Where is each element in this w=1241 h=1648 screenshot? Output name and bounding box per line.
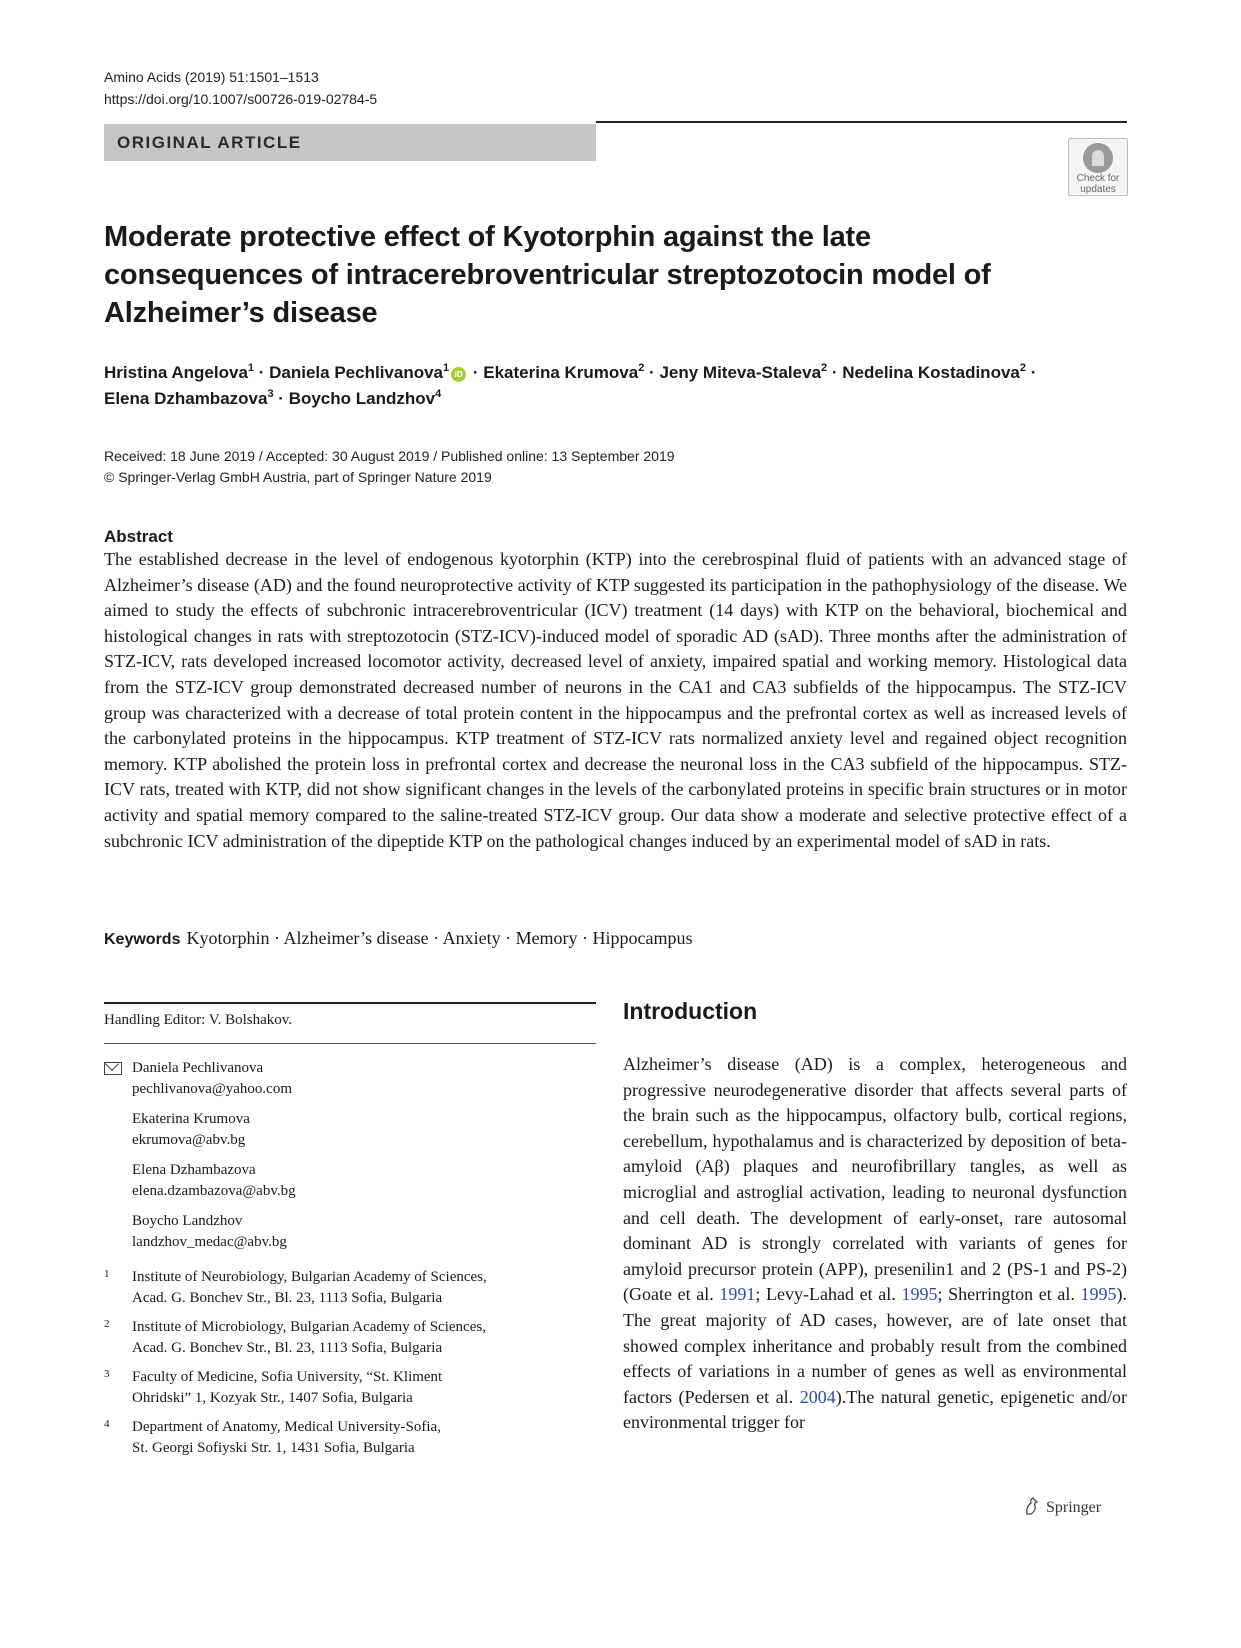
footnote-divider: [104, 1043, 596, 1044]
bookmark-icon: [1083, 143, 1113, 173]
affiliation-line: Faculty of Medicine, Sofia University, “St. Kliment: [132, 1369, 443, 1385]
envelope-icon: [104, 1062, 122, 1075]
author: Hristina Angelova$^1$: [104, 362, 255, 382]
contact-entry: [132, 1211, 296, 1253]
affiliation-list: [104, 1267, 604, 1467]
author: Jeny Miteva-Staleva$^2$: [659, 362, 828, 382]
contact-email[interactable]: landzhov_medac@abv.bg: [132, 1234, 287, 1250]
header-rule: [596, 121, 1127, 123]
affiliation-line: Institute of Neurobiology, Bulgarian Academy of Sciences,: [132, 1269, 487, 1285]
citation-link[interactable]: 2004: [799, 1386, 836, 1407]
check-for-updates-badge[interactable]: [1068, 138, 1128, 196]
contact-email[interactable]: pechlivanova@yahoo.com: [132, 1081, 293, 1097]
citation-link[interactable]: 1995: [901, 1284, 938, 1305]
contact-email[interactable]: ekrumova@abv.bg: [132, 1132, 246, 1148]
affiliation: [104, 1417, 604, 1459]
affiliation-line: Department of Anatomy, Medical University-Sofia,: [132, 1419, 441, 1435]
affiliation-line: Institute of Microbiology, Bulgarian Academy of Sciences,: [132, 1319, 486, 1335]
author: Elena Dzhambazova$^3$: [104, 388, 274, 408]
publication-dates: [104, 446, 675, 488]
affiliation: [104, 1267, 604, 1309]
keywords-text: Kyotorphin · Alzheimer’s disease · Anxiety · Memory · Hippocampus: [186, 928, 693, 948]
article-title: Moderate protective effect of Kyotorphin against the late consequences of intracerebroventricular streptozotocin model of Alzheimer’s disease: [104, 221, 991, 329]
author: Boycho Landzhov$^4$: [288, 388, 442, 408]
affiliation: [104, 1367, 604, 1409]
contact-name: Ekaterina Krumova: [132, 1111, 250, 1127]
affiliation-line: Ohridski” 1, Kozyak Str., 1407 Sofia, Bulgaria: [132, 1390, 413, 1406]
abstract-text: The established decrease in the level of endogenous kyotorphin (KTP) into the cerebrospinal fluid of patients with an advanced stage of Alzheimer’s disease (AD) and the found neuroprotective activity of KTP suggested its participation in the pathophysiology of the disease. We aimed to study the effects of subchronic intracerebroventricular (ICV) treatment (14 days) with KTP on the behavioral, biochemical and histological changes in rats with streptozotocin (STZ-ICV)-induced model of sporadic AD (sAD). Three months after the administration of STZ-ICV, rats developed increased locomotor activity, decreased level of anxiety, impaired spatial and working memory. Histological data from the STZ-ICV group demonstrated decreased number of neurons in the CA1 and CA3 subfields of the hippocampus. The STZ-ICV group was characterized with a decrease of total protein content in the hippocampus and the prefrontal cortex as well as increased levels of the carbonylated proteins in the hippocampus. KTP treatment of STZ-ICV rats normalized anxiety level and regained object recognition memory. KTP abolished the protein loss in prefrontal cortex and decrease the neuronal loss in the CA3 subfield of the hippocampus. STZ-ICV rats, treated with KTP, did not show significant changes in the levels of the carbonylated proteins in specific brain structures or in motor activity and spatial memory compared to the saline-treated STZ-ICV group. Our data show a moderate and selective protective effect of a subchronic ICV administration of the dipeptide KTP on the pathological changes induced by an experimental model of sAD in rats.: [104, 549, 1127, 851]
affiliation-number: 1: [104, 1268, 110, 1280]
contact-entry: [132, 1109, 296, 1151]
contact-entry: [132, 1058, 296, 1100]
publisher-name: Springer: [1046, 1499, 1102, 1516]
author-list: Hristina Angelova$^1$ · Daniela Pechlivanova$^1$iD · Ekaterina Krumova$^2$ · Jeny Miteva-Staleva$^2$ · Nedelina Kostadinova$^2$ · Elena Dzhambazova$^3$ · Boycho Landzhov$^4$: [104, 362, 1037, 408]
introduction-text: Alzheimer’s disease (AD) is a complex, heterogeneous and progressive neurodegenerative disorder that affects several parts of the brain such as the hippocampus, olfactory bulb, cortical regions, cerebellum, hypothalamus and is characterized by deposition of beta-amyloid (Aβ) plaques and neurofibrillary tangles, as well as microglial and astroglial activation, leading to neuronal dysfunction and cell death. The development of early-onset, rare autosomal dominant AD is strongly correlated with variants of genes for amyloid precursor protein (APP), presenilin1 and 2 (PS-1 and PS-2) (Goate et al. 1991; Levy-Lahad et al. 1995; Sherrington et al. 1995). The great majority of AD cases, however, are of late onset that showed complex inheritance and probably result from the combined effects of variations in a number of genes as well as environmental factors (Pedersen et al. 2004).The natural genetic, epigenetic and/or environmental trigger for: [623, 1054, 1128, 1433]
journal-header: [104, 66, 377, 110]
footnote-rule: [104, 1002, 596, 1004]
doi-link[interactable]: https://doi.org/10.1007/s00726-019-02784-5: [104, 91, 378, 107]
affiliation-line: St. Georgi Sofiyski Str. 1, 1431 Sofia, Bulgaria: [132, 1440, 415, 1456]
contact-name: Elena Dzhambazova: [132, 1162, 256, 1178]
author: Daniela Pechlivanova$^1$: [269, 362, 450, 382]
author: Nedelina Kostadinova$^2$: [842, 362, 1026, 382]
author: Ekaterina Krumova$^2$: [483, 362, 645, 382]
keywords: [104, 928, 693, 949]
article-type-banner: [104, 124, 596, 161]
publisher-logo: [1022, 1496, 1101, 1517]
affiliation-line: Acad. G. Bonchev Str., Bl. 23, 1113 Sofia, Bulgaria: [132, 1290, 443, 1306]
contact-email[interactable]: elena.dzambazova@abv.bg: [132, 1183, 296, 1199]
affiliation: [104, 1317, 604, 1359]
contact-name: Boycho Landzhov: [132, 1213, 243, 1229]
check-updates-label: Check for updates: [1076, 173, 1120, 195]
citation-link[interactable]: 1995: [1080, 1284, 1117, 1305]
contact-name: Daniela Pechlivanova: [132, 1060, 264, 1076]
springer-horse-icon: [1022, 1496, 1042, 1516]
affiliation-number: 4: [104, 1418, 110, 1430]
keywords-label: Keywords: [104, 931, 181, 948]
journal-citation: Amino Acids (2019) 51:1501–1513: [104, 69, 319, 85]
citation-link[interactable]: 1991: [719, 1284, 756, 1305]
copyright: © Springer-Verlag GmbH Austria, part of Springer Nature 2019: [104, 469, 492, 485]
contact-entry: [132, 1160, 296, 1202]
article-type: ORIGINAL ARTICLE: [117, 133, 302, 152]
orcid-icon[interactable]: iD: [451, 367, 466, 382]
introduction-heading: Introduction: [623, 998, 758, 1024]
affiliation-number: 2: [104, 1318, 110, 1330]
affiliation-line: Acad. G. Bonchev Str., Bl. 23, 1113 Sofia, Bulgaria: [132, 1340, 443, 1356]
contact-list: [132, 1058, 296, 1262]
affiliation-number: 3: [104, 1368, 110, 1380]
received-dates: Received: 18 June 2019 / Accepted: 30 August 2019 / Published online: 13 September 2019: [104, 448, 675, 464]
abstract-heading: Abstract: [104, 527, 173, 546]
handling-editor: Handling Editor: V. Bolshakov.: [104, 1012, 293, 1028]
